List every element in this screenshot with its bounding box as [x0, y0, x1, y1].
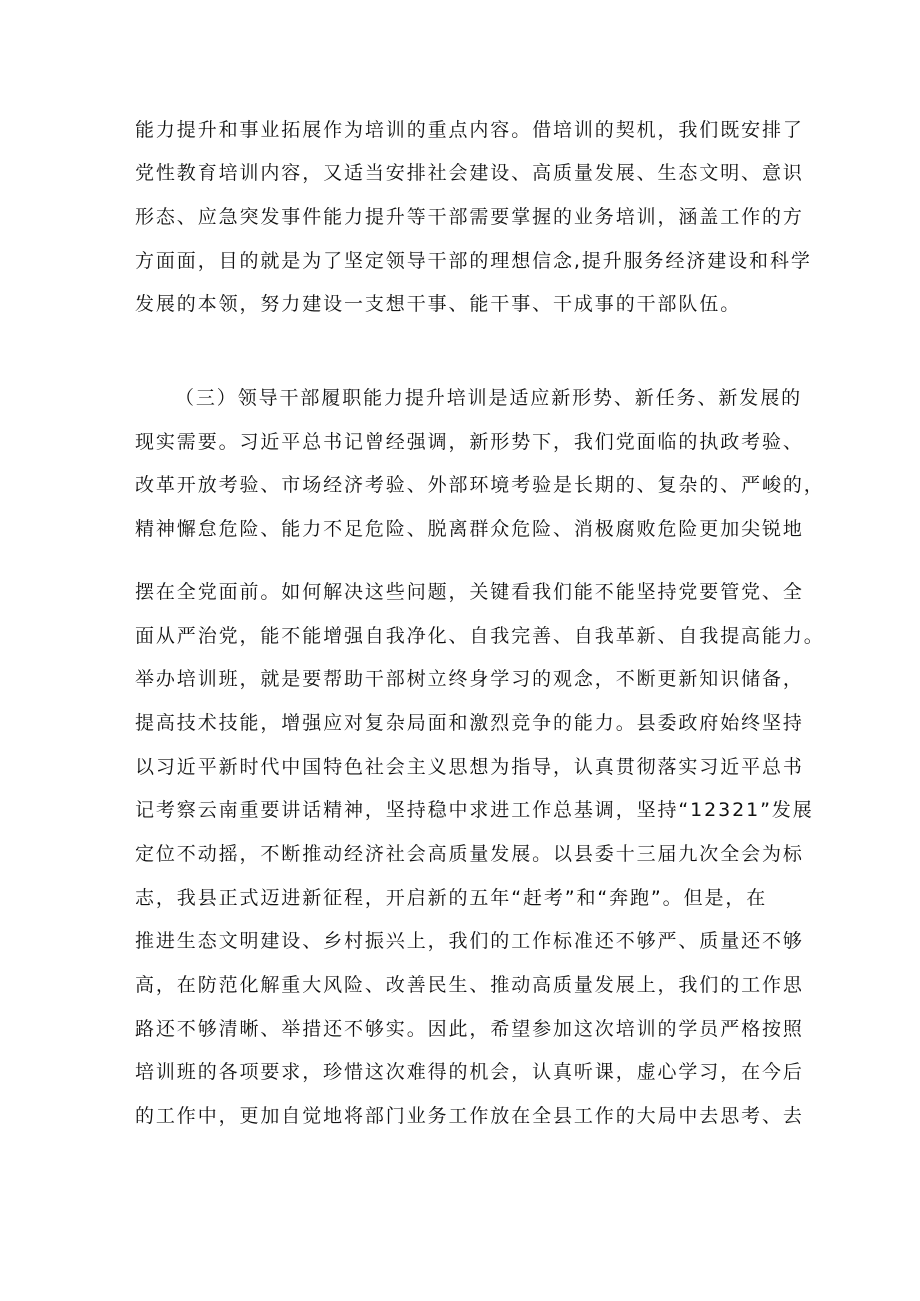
- text-line: 推进生态文明建设、乡村振兴上，我们的工作标准还不够严、质量还不够: [135, 930, 804, 952]
- text-line: 培训班的各项要求，珍惜这次难得的机会，认真听课，虚心学习，在今后: [135, 1061, 804, 1083]
- text-line: 记考察云南重要讲话精神，坚持稳中求进工作总基调，坚持“12321”发展: [135, 799, 814, 821]
- text-line: 方面面，目的就是为了坚定领导干部的理想信念,提升服务经济建设和科学: [135, 250, 812, 272]
- text-line: 摆在全党面前。如何解决这些问题，关键看我们能不能坚持党要管党、全: [135, 581, 804, 603]
- text-line: 志，我县正式迈进新征程，开启新的五年“赶考”和“奔跑”。但是，在: [135, 887, 768, 909]
- text-line: （三）领导干部履职能力提升培训是适应新形势、新任务、新发展的: [175, 387, 803, 409]
- text-line: 举办培训班，就是要帮助干部树立终身学习的观念，不断更新知识储备，: [135, 668, 804, 690]
- text-line: 的工作中，更加自觉地将部门业务工作放在全县工作的大局中去思考、去: [135, 1105, 804, 1127]
- text-line: 高，在防范化解重大风险、改善民生、推动高质量发展上，我们的工作思: [135, 974, 804, 996]
- text-line: 发展的本领，努力建设一支想干事、能干事、干成事的干部队伍。: [135, 293, 742, 315]
- text-line: 面从严治党，能不能增强自我净化、自我完善、自我革新、自我提高能力。: [135, 625, 825, 647]
- text-line: 以习近平新时代中国特色社会主义思想为指导，认真贯彻落实习近平总书: [135, 756, 804, 778]
- text-line: 定位不动摇，不断推动经济社会高质量发展。以县委十三届九次全会为标: [135, 843, 804, 865]
- text-line: 路还不够清晰、举措还不够实。因此，希望参加这次培训的学员严格按照: [135, 1018, 804, 1040]
- text-line: 党性教育培训内容，又适当安排社会建设、高质量发展、生态文明、意识: [135, 162, 804, 184]
- text-line: 改革开放考验、市场经济考验、外部环境考验是长期的、复杂的、严峻的，: [135, 474, 825, 496]
- text-line: 精神懈怠危险、能力不足危险、脱离群众危险、消极腐败危险更加尖锐地: [135, 518, 804, 540]
- text-line: 现实需要。习近平总书记曾经强调，新形势下，我们党面临的执政考验、: [135, 431, 804, 453]
- text-line: 提高技术技能，增强应对复杂局面和激烈竞争的能力。县委政府始终坚持: [135, 712, 804, 734]
- text-line: 能力提升和事业拓展作为培训的重点内容。借培训的契机，我们既安排了: [135, 119, 804, 141]
- text-line: 形态、应急突发事件能力提升等干部需要掌握的业务培训，涵盖工作的方: [135, 206, 804, 228]
